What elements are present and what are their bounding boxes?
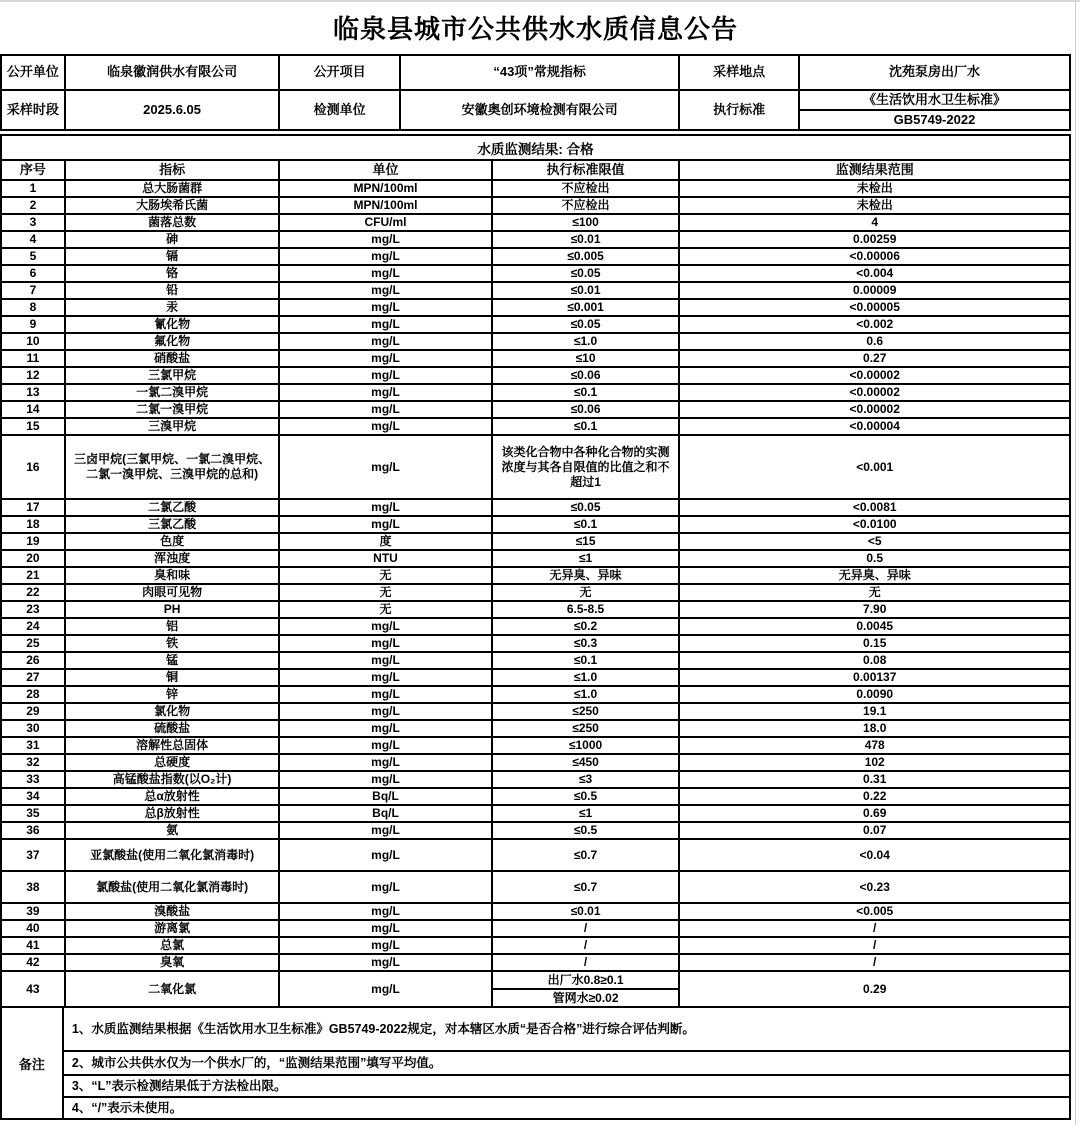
notes-body	[64, 1008, 1069, 1118]
result-cell: <5	[678, 534, 1069, 549]
row-number-cell: 3	[29, 215, 37, 229]
indicator-cell: 总β放射性	[64, 806, 278, 821]
result-cell: 0.00259	[678, 232, 1069, 247]
unit-cell: MPN/100ml	[278, 181, 490, 196]
indicator-cell: 二氯乙酸	[64, 500, 278, 515]
row-number-cell: 8	[29, 300, 37, 314]
limit-cell: ≤1000	[491, 738, 679, 753]
indicator-cell: 游离氯	[64, 921, 278, 936]
unit-cell: mg/L	[278, 872, 490, 902]
table-row	[2, 583, 1069, 600]
water-quality-table	[0, 161, 1071, 1008]
unit-cell: mg/L	[278, 317, 490, 332]
indicator-cell: 三溴甲烷	[64, 419, 278, 434]
indicator-cell: 铜	[64, 670, 278, 685]
limit-cell: ≤1	[491, 551, 679, 566]
unit-cell: mg/L	[278, 436, 490, 498]
limit-line-2: 管网水≥0.02	[493, 988, 679, 1006]
row-number-cell: 40	[26, 921, 40, 935]
table-row	[2, 821, 1069, 838]
column-header-limit: 执行标准限值	[491, 161, 679, 179]
row-number-cell: 23	[26, 602, 40, 616]
unit-cell: mg/L	[278, 921, 490, 936]
row-number-cell: 1	[29, 181, 37, 195]
row-number-cell: 39	[26, 904, 40, 918]
row-number-cell: 17	[26, 500, 40, 514]
info-value-testing-unit: 安徽奥创环境检测有限公司	[399, 89, 679, 129]
indicator-cell: 铅	[64, 283, 278, 298]
limit-cell: ≤100	[491, 215, 679, 230]
row-number-cell: 13	[26, 385, 40, 399]
table-row	[2, 515, 1069, 532]
indicator-cell: 二氧化氯	[64, 972, 278, 1006]
info-label-public-unit: 公开单位	[6, 64, 59, 80]
result-cell: /	[678, 938, 1069, 953]
result-cell: 478	[678, 738, 1069, 753]
unit-cell: 无	[278, 585, 490, 600]
info-value-sampling-site: 沈苑泵房出厂水	[798, 56, 1069, 89]
row-number-cell: 21	[26, 568, 40, 582]
unit-cell: mg/L	[278, 402, 490, 417]
unit-cell: mg/L	[278, 368, 490, 383]
unit-cell: NTU	[278, 551, 490, 566]
indicator-cell: 锌	[64, 687, 278, 702]
info-label-standard: 执行标准	[678, 89, 798, 129]
table-row	[2, 281, 1069, 298]
unit-cell: mg/L	[278, 266, 490, 281]
indicator-cell: 三卤甲烷(三氯甲烷、一氯二溴甲烷、二氯一溴甲烷、三溴甲烷的总和)	[64, 436, 278, 498]
indicator-cell: 硝酸盐	[64, 351, 278, 366]
row-number-cell: 7	[29, 283, 37, 297]
row-number-cell: 11	[26, 351, 40, 365]
unit-cell: mg/L	[278, 904, 490, 919]
standard-number: GB5749-2022	[800, 109, 1069, 129]
unit-cell: Bq/L	[278, 789, 490, 804]
result-cell: 0.0090	[678, 687, 1069, 702]
result-banner: 水质监测结果: 合格	[0, 134, 1071, 161]
info-value-public-item: “43项”常规指标	[399, 56, 679, 89]
unit-cell: mg/L	[278, 938, 490, 953]
limit-cell: ≤0.3	[491, 636, 679, 651]
limit-cell: ≤250	[491, 704, 679, 719]
result-cell: 0.0045	[678, 619, 1069, 634]
standard-name: 《生活饮用水卫生标准》	[862, 91, 1006, 107]
limit-cell: ≤0.5	[491, 823, 679, 838]
row-number-cell: 37	[26, 847, 40, 862]
unit-cell: MPN/100ml	[278, 198, 490, 213]
table-row	[2, 753, 1069, 770]
indicator-cell: 总α放射性	[64, 789, 278, 804]
indicator-cell: 菌落总数	[64, 215, 278, 230]
result-cell: 0.22	[678, 789, 1069, 804]
indicator-cell: 砷	[64, 232, 278, 247]
info-label-sampling-period: 采样时段	[2, 89, 64, 129]
result-cell: 7.90	[678, 602, 1069, 617]
limit-cell: ≤0.01	[491, 232, 679, 247]
table-header-row	[2, 161, 1069, 179]
notes-label: 备注	[2, 1008, 64, 1118]
limit-cell: ≤0.001	[491, 300, 679, 315]
limit-cell: /	[491, 921, 679, 936]
unit-cell: mg/L	[278, 500, 490, 515]
result-cell: 0.15	[678, 636, 1069, 651]
row-number-cell: 14	[26, 402, 40, 416]
row-number-cell: 6	[29, 266, 37, 280]
column-header-no: 序号	[19, 161, 46, 177]
table-row	[2, 617, 1069, 634]
row-number-cell: 33	[26, 772, 40, 786]
result-cell: 0.6	[678, 334, 1069, 349]
result-cell: 0.27	[678, 351, 1069, 366]
info-label-testing-unit: 检测单位	[278, 89, 399, 129]
unit-cell: mg/L	[278, 670, 490, 685]
limit-cell: ≤0.06	[491, 402, 679, 417]
result-cell: <0.001	[678, 436, 1069, 498]
indicator-cell: 锰	[64, 653, 278, 668]
result-cell: <0.005	[678, 904, 1069, 919]
unit-cell: mg/L	[278, 249, 490, 264]
limit-cell: ≤1.0	[491, 687, 679, 702]
result-cell: 4	[678, 215, 1069, 230]
row-number-cell: 42	[26, 955, 40, 969]
result-cell: <0.00006	[678, 249, 1069, 264]
limit-cell: ≤3	[491, 772, 679, 787]
unit-cell: mg/L	[278, 653, 490, 668]
unit-cell: mg/L	[278, 738, 490, 753]
table-row	[2, 298, 1069, 315]
table-row	[2, 838, 1069, 870]
indicator-cell: 亚氯酸盐(使用二氧化氯消毒时)	[64, 840, 278, 870]
table-row	[2, 919, 1069, 936]
row-number-cell: 29	[26, 704, 40, 718]
table-row	[2, 230, 1069, 247]
result-cell: <0.00004	[678, 419, 1069, 434]
limit-cell: ≤1	[491, 806, 679, 821]
table-row	[2, 566, 1069, 583]
table-row	[2, 953, 1069, 970]
limit-cell: ≤0.05	[491, 500, 679, 515]
unit-cell: mg/L	[278, 687, 490, 702]
limit-cell: 无异臭、异味	[491, 568, 679, 583]
info-value-sampling-period: 2025.6.05	[64, 89, 278, 129]
limit-cell: ≤1.0	[491, 334, 679, 349]
limit-cell: ≤0.1	[491, 517, 679, 532]
unit-cell: mg/L	[278, 619, 490, 634]
indicator-cell: 大肠埃希氏菌	[64, 198, 278, 213]
result-cell: 0.08	[678, 653, 1069, 668]
result-cell: 0.69	[678, 806, 1069, 821]
column-header-result: 监测结果范围	[678, 161, 1069, 179]
result-cell: <0.004	[678, 266, 1069, 281]
table-row	[2, 634, 1069, 651]
row-number-cell: 18	[26, 517, 40, 531]
row-number-cell: 36	[26, 823, 40, 837]
table-row	[2, 332, 1069, 349]
result-cell: <0.00005	[678, 300, 1069, 315]
result-cell: 18.0	[678, 721, 1069, 736]
row-number-cell: 41	[26, 938, 40, 952]
row-number-cell: 24	[26, 619, 40, 633]
info-value-standard	[798, 89, 1069, 129]
result-cell: 0.31	[678, 772, 1069, 787]
result-cell: 0.07	[678, 823, 1069, 838]
indicator-cell: 高锰酸盐指数(以O₂计)	[64, 772, 278, 787]
limit-cell: ≤0.1	[491, 653, 679, 668]
row-number-cell: 38	[26, 879, 40, 894]
table-row	[2, 383, 1069, 400]
result-cell: /	[678, 921, 1069, 936]
table-row	[2, 498, 1069, 515]
unit-cell: mg/L	[278, 755, 490, 770]
limit-cell: /	[491, 955, 679, 970]
limit-cell	[491, 972, 679, 1006]
indicator-cell: 铝	[64, 619, 278, 634]
info-label-public-item: 公开项目	[278, 56, 399, 89]
limit-cell: 6.5-8.5	[491, 602, 679, 617]
table-row	[2, 264, 1069, 281]
indicator-cell: 镉	[64, 249, 278, 264]
limit-cell: ≤10	[491, 351, 679, 366]
row-number-cell: 19	[26, 534, 40, 548]
unit-cell: mg/L	[278, 840, 490, 870]
indicator-cell: 氟化物	[64, 334, 278, 349]
unit-cell: mg/L	[278, 334, 490, 349]
result-cell: <0.00002	[678, 368, 1069, 383]
limit-cell: ≤250	[491, 721, 679, 736]
indicator-cell: 一氯二溴甲烷	[64, 385, 278, 400]
result-cell: <0.0100	[678, 517, 1069, 532]
result-cell: 无	[678, 585, 1069, 600]
unit-cell: mg/L	[278, 300, 490, 315]
unit-cell: mg/L	[278, 823, 490, 838]
notes-section	[0, 1008, 1071, 1120]
limit-cell: ≤0.06	[491, 368, 679, 383]
indicator-cell: 三氯乙酸	[64, 517, 278, 532]
limit-cell: ≤0.05	[491, 266, 679, 281]
indicator-cell: 氯化物	[64, 704, 278, 719]
row-number-cell: 31	[26, 738, 40, 752]
table-row	[2, 902, 1069, 919]
indicator-cell: 氰化物	[64, 317, 278, 332]
table-row	[2, 417, 1069, 434]
unit-cell: CFU/ml	[278, 215, 490, 230]
table-row	[2, 366, 1069, 383]
row-number-cell: 5	[29, 249, 37, 263]
table-row	[2, 702, 1069, 719]
limit-cell: ≤0.01	[491, 904, 679, 919]
table-row	[2, 549, 1069, 566]
result-cell: /	[678, 955, 1069, 970]
table-row	[2, 315, 1069, 332]
unit-cell: mg/L	[278, 232, 490, 247]
indicator-cell: 二氯一溴甲烷	[64, 402, 278, 417]
limit-cell: ≤15	[491, 534, 679, 549]
unit-cell: mg/L	[278, 772, 490, 787]
limit-cell: 无	[491, 585, 679, 600]
indicator-cell: 铬	[64, 266, 278, 281]
indicator-cell: PH	[64, 602, 278, 617]
unit-cell: 无	[278, 602, 490, 617]
result-cell: 未检出	[678, 198, 1069, 213]
column-header-unit: 单位	[278, 161, 490, 179]
indicator-cell: 硫酸盐	[64, 721, 278, 736]
table-row	[2, 651, 1069, 668]
result-cell: 未检出	[678, 181, 1069, 196]
row-number-cell: 9	[29, 317, 37, 331]
row-number-cell: 30	[26, 721, 40, 735]
info-value-public-unit: 临泉徽润供水有限公司	[64, 56, 278, 89]
table-row	[2, 434, 1069, 498]
table-row	[2, 196, 1069, 213]
limit-cell: 该类化合物中各种化合物的实测浓度与其各自限值的比值之和不超过1	[491, 436, 679, 498]
info-label-sampling-site: 采样地点	[678, 56, 798, 89]
table-row	[2, 600, 1069, 617]
result-cell: <0.04	[678, 840, 1069, 870]
row-number-cell: 16	[26, 459, 40, 474]
indicator-cell: 氨	[64, 823, 278, 838]
result-cell: 19.1	[678, 704, 1069, 719]
unit-cell: mg/L	[278, 419, 490, 434]
table-row	[2, 804, 1069, 821]
unit-cell: mg/L	[278, 385, 490, 400]
indicator-cell: 铁	[64, 636, 278, 651]
limit-cell: 不应检出	[491, 181, 679, 196]
unit-cell: 度	[278, 534, 490, 549]
limit-cell: ≤0.05	[491, 317, 679, 332]
row-number-cell: 10	[26, 334, 40, 348]
unit-cell: mg/L	[278, 351, 490, 366]
result-cell: 0.00009	[678, 283, 1069, 298]
note-item: 1、水质监测结果根据《生活饮用水卫生标准》GB5749-2022规定，对本辖区水质“是否合格”进行综合评估判断。	[71, 1021, 695, 1036]
unit-cell: mg/L	[278, 283, 490, 298]
limit-cell: 不应检出	[491, 198, 679, 213]
indicator-cell: 肉眼可见物	[64, 585, 278, 600]
row-number-cell: 28	[26, 687, 40, 701]
table-row	[2, 685, 1069, 702]
result-cell: <0.00002	[678, 385, 1069, 400]
indicator-cell: 三氯甲烷	[64, 368, 278, 383]
page-title: 临泉县城市公共供水水质信息公告	[332, 13, 738, 44]
row-number-cell: 2	[29, 198, 37, 212]
unit-cell: mg/L	[278, 972, 490, 1006]
row-number-cell: 4	[29, 232, 37, 246]
result-cell: <0.002	[678, 317, 1069, 332]
result-cell: 0.5	[678, 551, 1069, 566]
limit-cell: ≤450	[491, 755, 679, 770]
table-row	[2, 400, 1069, 417]
row-number-cell: 25	[26, 636, 40, 650]
row-number-cell: 22	[26, 585, 40, 599]
unit-cell: mg/L	[278, 636, 490, 651]
indicator-cell: 溴酸盐	[64, 904, 278, 919]
info-table	[0, 54, 1071, 131]
table-row	[2, 970, 1069, 1006]
unit-cell: mg/L	[278, 955, 490, 970]
row-number-cell: 27	[26, 670, 40, 684]
indicator-cell: 总氯	[64, 938, 278, 953]
row-number-cell: 15	[26, 419, 40, 433]
table-row	[2, 787, 1069, 804]
table-row	[2, 532, 1069, 549]
limit-cell: ≤0.1	[491, 419, 679, 434]
indicator-cell: 臭和味	[64, 568, 278, 583]
table-row	[2, 770, 1069, 787]
result-cell: 102	[678, 755, 1069, 770]
limit-cell: ≤0.7	[491, 872, 679, 902]
table-row	[2, 719, 1069, 736]
unit-cell: Bq/L	[278, 806, 490, 821]
limit-cell: /	[491, 938, 679, 953]
result-cell: <0.00002	[678, 402, 1069, 417]
note-item: 3、“L”表示检测结果低于方法检出限。	[64, 1074, 1069, 1096]
unit-cell: mg/L	[278, 704, 490, 719]
indicator-cell: 溶解性总固体	[64, 738, 278, 753]
table-row	[2, 668, 1069, 685]
limit-cell: ≤0.2	[491, 619, 679, 634]
row-number-cell: 32	[26, 755, 40, 769]
row-number-cell: 43	[26, 981, 40, 996]
limit-cell: ≤0.01	[491, 283, 679, 298]
indicator-cell: 氯酸盐(使用二氧化氯消毒时)	[64, 872, 278, 902]
indicator-cell: 汞	[64, 300, 278, 315]
column-header-indicator: 指标	[64, 161, 278, 179]
result-cell: 无异臭、异味	[678, 568, 1069, 583]
row-number-cell: 26	[26, 653, 40, 667]
note-item: 4、“/”表示未使用。	[64, 1096, 1069, 1118]
table-row	[2, 213, 1069, 230]
row-number-cell: 35	[26, 806, 40, 820]
table-row	[2, 870, 1069, 902]
row-number-cell: 20	[26, 551, 40, 565]
result-cell: 0.29	[678, 972, 1069, 1006]
indicator-cell: 浑浊度	[64, 551, 278, 566]
limit-cell: ≤0.7	[491, 840, 679, 870]
result-cell: <0.23	[678, 872, 1069, 902]
row-number-cell: 34	[26, 789, 40, 803]
table-row	[2, 349, 1069, 366]
row-number-cell: 12	[26, 368, 40, 382]
limit-cell: ≤1.0	[491, 670, 679, 685]
table-row	[2, 936, 1069, 953]
limit-cell: ≤0.005	[491, 249, 679, 264]
indicator-cell: 臭氧	[64, 955, 278, 970]
unit-cell: 无	[278, 568, 490, 583]
note-item: 2、城市公共供水仅为一个供水厂的，“监测结果范围”填写平均值。	[64, 1050, 1069, 1074]
indicator-cell: 色度	[64, 534, 278, 549]
limit-cell: ≤0.5	[491, 789, 679, 804]
table-row	[2, 179, 1069, 196]
table-row	[2, 247, 1069, 264]
result-cell: 0.00137	[678, 670, 1069, 685]
table-row	[2, 736, 1069, 753]
indicator-cell: 总大肠菌群	[64, 181, 278, 196]
unit-cell: mg/L	[278, 721, 490, 736]
unit-cell: mg/L	[278, 517, 490, 532]
indicator-cell: 总硬度	[64, 755, 278, 770]
limit-line-1: 出厂水0.8≥0.1	[547, 972, 624, 987]
limit-cell: ≤0.1	[491, 385, 679, 400]
result-cell: <0.0081	[678, 500, 1069, 515]
